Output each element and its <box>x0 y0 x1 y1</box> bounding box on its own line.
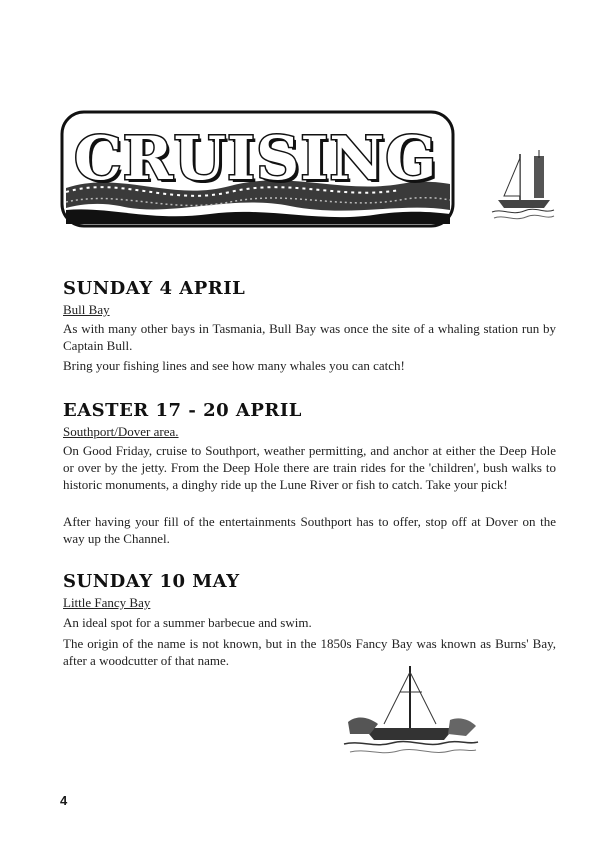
section-paragraph: On Good Friday, cruise to Southport, weather permitting, and anchor at either the Deep Hole or over by the jetty. From the Deep Hole there are train rides for the 'children', bush walks to historic monuments, a dinghy ride up the Lune River or fish to catch. Take your pick! <box>63 443 556 492</box>
section-heading: SUNDAY 10 MAY <box>63 571 240 592</box>
section-paragraph: Bring your fishing lines and see how many whales you can catch! <box>63 358 405 373</box>
section-subheading: Little Fancy Bay <box>63 595 151 610</box>
section-paragraph: As with many other bays in Tasmania, Bull Bay was once the site of a whaling station run by Captain Bull. <box>63 321 556 353</box>
banner-title: CRUISING <box>74 124 438 194</box>
boat-sketch-icon <box>490 148 556 224</box>
page-number: 4 <box>60 793 68 808</box>
sailing-ship-sketch-icon <box>340 662 480 760</box>
section-subheading: Southport/Dover area. <box>63 424 179 439</box>
section-subheading: Bull Bay <box>63 302 110 317</box>
section-paragraph: The origin of the name is not known, but in the 1850s Fancy Bay was known as Burns' Bay, after a woodcutter of that name. <box>63 636 556 668</box>
section-paragraph: After having your fill of the entertainments Southport has to offer, stop off at Dover on the way up the Channel. <box>63 514 556 546</box>
cruising-banner <box>60 110 455 228</box>
section-heading: EASTER 17 - 20 APRIL <box>63 400 302 421</box>
section-heading: SUNDAY 4 APRIL <box>63 278 246 299</box>
section-paragraph: An ideal spot for a summer barbecue and swim. <box>63 615 312 630</box>
